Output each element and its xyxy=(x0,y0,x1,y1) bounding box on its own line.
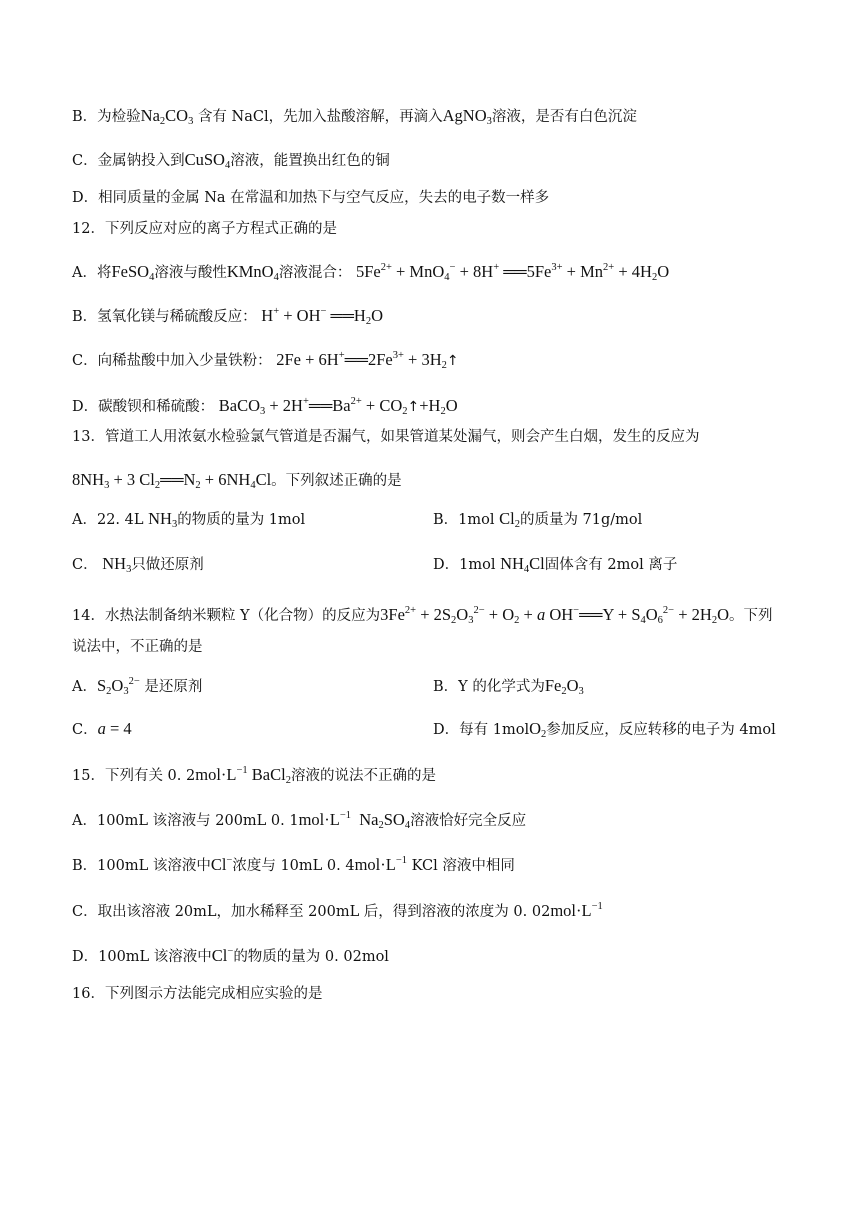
equation-12d: BaCO$_3$ + $2H^+══Ba^{2+}$ + $CO_2↑+H_2O$ xyxy=(218,396,458,417)
q15-option-d: D．100mL 该溶液中Cl−的物质的量为 0. 02mol xyxy=(72,946,389,965)
equation-12c: $2Fe + 6H^+══2Fe^{3+}$ + $3H_2↑$ xyxy=(276,350,459,371)
q11-option-d: D．相同质量的金属 Na 在常温和加热下与空气反应，失去的电子数一样多 xyxy=(72,190,550,206)
q12-stem: 12．下列反应对应的离子方程式正确的是 xyxy=(72,221,337,237)
q12-option-c: C．向稀盐酸中加入少量铁粉： $2Fe + 6H^+══2Fe^{3+}$ + $3H_2↑$ xyxy=(72,350,459,371)
q13-stem-line2: $8NH_3 + 3$ $Cl_2══N_2 + 6NH_4Cl$。下列叙述正确的是 xyxy=(72,470,402,491)
q15-option-c: C．取出该溶液 20mL，加水稀释至 200mL 后，得到溶液的浓度为 0. $02mol\cdot L^{-1}$ xyxy=(72,901,603,920)
formula-cuso4: CuSO$_4$ xyxy=(184,150,231,171)
q15-option-b: B．100mL 该溶液中Cl−浓度与 10mL 0. $4mol\cdot L^{-1}$ KCl 溶液中相同 xyxy=(72,855,515,874)
q13-option-a: A．22. 4L $NH_3$的物质的量为 1mol xyxy=(72,509,306,530)
q16-stem: 16．下列图示方法能完成相应实验的是 xyxy=(72,986,323,1002)
equation-12a: $5Fe^{2+} + MnO_4^- + 8H^+$ $══5Fe^{3+} + Mn^{2+} + 4H_2O$ xyxy=(355,262,670,283)
q12-option-d: D．碳酸钡和稀硫酸： BaCO$_3$ + $2H^+══Ba^{2+}$ + $CO_2↑+H_2O$ xyxy=(72,396,458,417)
q15-option-a: A．100mL 该溶液与 200mL 0. $1mol\cdot L^{-1}$ $Na_2SO_4$溶液恰好完全反应 xyxy=(72,810,527,831)
q12-option-b: B．氢氧化镁与稀硫酸反应： H+ + OH− $══H_2O$ xyxy=(72,306,384,327)
q14-option-a: A．$S_2O_3^{2-}$ 是还原剂 xyxy=(72,676,203,697)
q11-option-b: B．为检验$Na_2CO_3$ 含有 NaCl，先加入盐酸溶解，再滴入AgNO$_3$溶液，是否有白色沉淀 xyxy=(72,106,637,127)
q11-option-c: C．金属钠投入到CuSO$_4$溶液，能置换出红色的铜 xyxy=(72,150,390,171)
formula-na2co3: $Na_2CO_3$ xyxy=(140,106,194,127)
q14-option-c: C．a = 4 xyxy=(72,719,132,738)
q14-option-b: B．Y 的化学式为$Fe_2O_3$ xyxy=(433,676,584,697)
q14-stem-line2: 说法中，不正确的是 xyxy=(72,639,203,655)
q15-stem: 15．下列有关 0. $2mol\cdot L^{-1}$ BaCl$_2$溶液的说法不正确的是 xyxy=(72,765,436,786)
equation-13: $8NH_3 + 3$ $Cl_2══N_2 + 6NH_4Cl$ xyxy=(72,470,272,491)
equation-14: $3Fe^{2+} + 2S_2O_3^{2-} + O_2 + a$ OH−══Y + $S_4O_6^{2-} + 2H_2O$ xyxy=(380,605,729,626)
formula-agno3: AgNO$_3$ xyxy=(442,106,492,127)
q13-option-b: B．1mol $Cl_2$的质量为 71g/mol xyxy=(433,509,643,530)
q12-option-a: A．将FeSO$_4$溶液与酸性KMnO$_4$溶液混合： $5Fe^{2+} + MnO_4^- + 8H^+$ $══5Fe^{3+} + Mn^{2+} + 4H_2O$ xyxy=(72,262,670,283)
equation-12b: H+ + OH− $══H_2O$ xyxy=(261,306,384,327)
q13-option-d: D．1mol $NH_4Cl$固体含有 2mol 离子 xyxy=(433,554,678,575)
q13-option-c: C． $NH_3$只做还原剂 xyxy=(72,554,204,575)
q14-option-d: D．每有 1molO$_2$参加反应，反应转移的电子为 4mol xyxy=(433,719,776,740)
q14-stem-line1: 14．水热法制备纳米颗粒 Y（化合物）的反应为$3Fe^{2+} + 2S_2O_3^{2-} + O_2 + a$ OH−══Y + $S_4O_6^{2-} + 2H_2O$。下列 xyxy=(72,605,773,626)
q13-stem-line1: 13．管道工人用浓氨水检验氯气管道是否漏气，如果管道某处漏气，则会产生白烟，发生的反应为 xyxy=(72,429,700,445)
